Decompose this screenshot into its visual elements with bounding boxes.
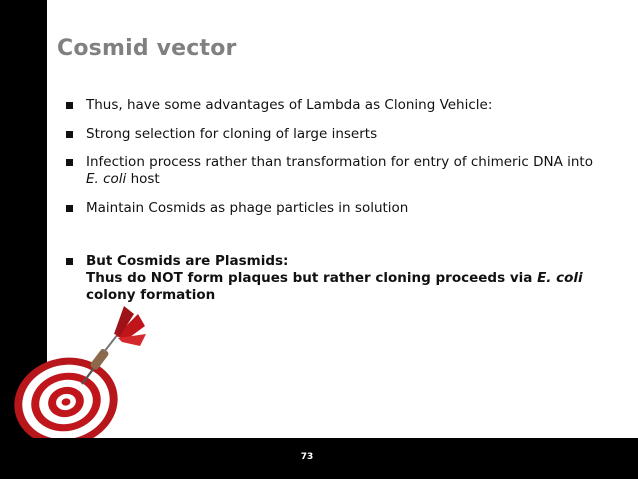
target-board bbox=[6, 348, 126, 440]
square-bullet-icon bbox=[66, 131, 73, 138]
square-bullet-icon bbox=[66, 102, 73, 109]
bullet-item bbox=[66, 97, 606, 114]
bullet-text: Infection process rather than transformation for entry of chimeric DNA into bbox=[86, 154, 593, 170]
bullet-text: But Cosmids are Plasmids: bbox=[86, 253, 289, 269]
bullet-item-emphasis bbox=[66, 253, 606, 304]
bullet-text: host bbox=[126, 171, 160, 187]
bullet-text: Strong selection for cloning of large inserts bbox=[86, 126, 378, 142]
dart bbox=[82, 306, 146, 384]
bullet-item bbox=[66, 126, 606, 143]
footer-bar bbox=[0, 438, 638, 479]
bullet-text: Thus do NOT form plaques but rather cloning proceeds via bbox=[86, 270, 538, 286]
bullet-text-italic: E. coli bbox=[86, 171, 127, 187]
page-number: 73 bbox=[300, 452, 314, 462]
slide-title: Cosmid vector bbox=[57, 36, 237, 61]
square-bullet-icon bbox=[66, 205, 73, 212]
bullet-text: Thus, have some advantages of Lambda as Cloning Vehicle: bbox=[86, 97, 493, 113]
square-bullet-icon bbox=[66, 159, 73, 166]
bullet-text: colony formation bbox=[86, 287, 216, 303]
square-bullet-icon bbox=[66, 258, 73, 265]
bullet-text: Maintain Cosmids as phage particles in solution bbox=[86, 200, 409, 216]
bullet-list bbox=[66, 97, 606, 304]
bullet-item bbox=[66, 200, 606, 217]
dart-target-icon bbox=[0, 300, 160, 440]
bullet-item bbox=[66, 154, 606, 188]
bullet-text-italic: E. coli bbox=[537, 270, 583, 286]
